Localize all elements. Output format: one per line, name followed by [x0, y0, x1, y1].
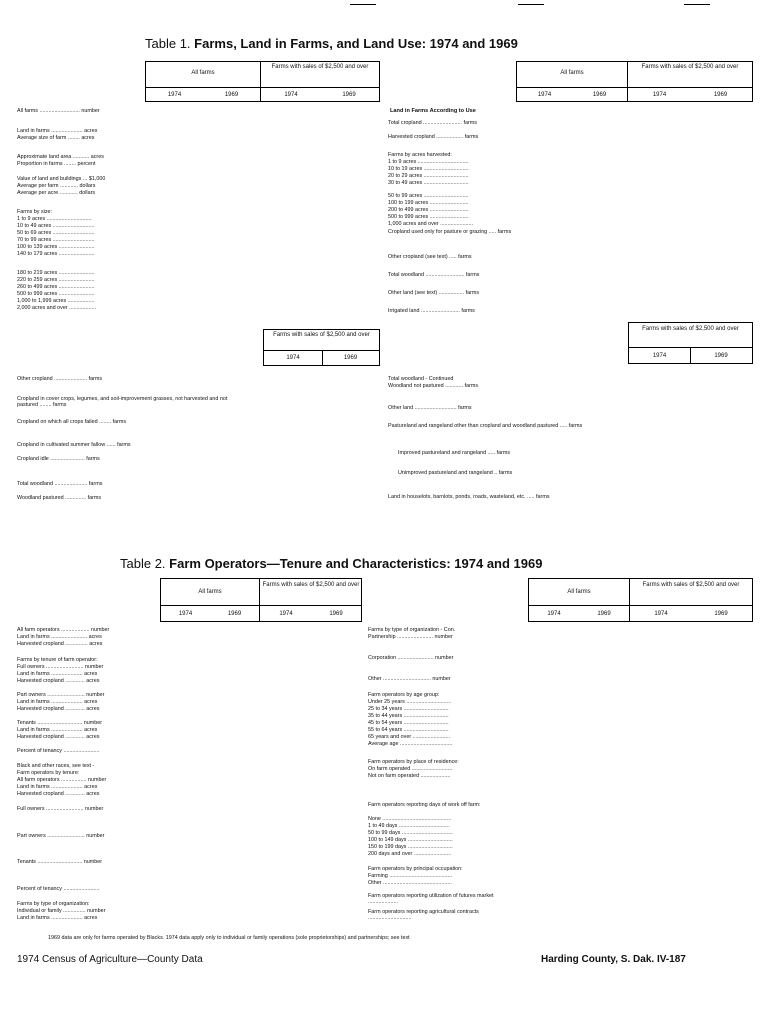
row-label: Harvested cropland ............. acres	[17, 734, 100, 740]
row-label: Cropland in cover crops, legumes, and soil-improvement grasses, not harvested and not pastured ........ farms	[17, 396, 228, 408]
row-label: Total woodland ...................... farms	[17, 481, 103, 487]
row-label: Average size of farm ........ acres	[17, 135, 95, 141]
col-divider	[259, 579, 260, 621]
row-label: Farm operators by age group:	[368, 692, 440, 698]
header-rule	[529, 605, 752, 606]
year-1969: 1969	[714, 611, 728, 617]
row-label: Farm operators by principal occupation:	[368, 866, 463, 872]
row-label: None ..............................................	[368, 816, 452, 822]
year-1969: 1969	[343, 355, 358, 361]
table1-title-text: Farms, Land in Farms, and Land Use: 1974 and 1969	[194, 36, 518, 51]
col-divider	[260, 62, 261, 101]
row-label: Approximate land area ........... acres	[17, 154, 104, 160]
table1-lower-left-header	[263, 329, 380, 366]
row-label: 50 to 69 acres ............................	[17, 230, 95, 236]
row-label: 50 to 99 acres ..............................	[388, 193, 469, 199]
row-label: 100 to 199 acres ..........................	[388, 200, 469, 206]
row-label: Land in farms ..................... acres	[17, 784, 98, 790]
row-label: 260 to 499 acres ........................	[17, 284, 95, 290]
row-label: Cropland in cultivated summer fallow ...... farms	[17, 442, 131, 448]
row-label: Pastureland and rangeland other than cropland and woodland pastured ..... farms	[388, 423, 583, 429]
row-label: Land in farms ..................... acres	[17, 671, 98, 677]
row-label: Total cropland .......................... farms	[388, 120, 477, 126]
table2-title	[120, 556, 542, 571]
row-label: All farms ........................... number	[17, 108, 100, 114]
row-label: Total woodland .......................... farms	[388, 272, 480, 278]
row-label: 100 to 149 days ..............................	[368, 837, 453, 843]
row-label: 500 to 999 acres ........................	[17, 291, 95, 297]
row-label: Land in farms ..................... acres	[17, 699, 98, 705]
row-label: On farm operated ...........................	[368, 766, 453, 772]
row-label: Unimproved pastureland and rangeland .. farms	[398, 470, 513, 476]
col-all-farms: All farms	[567, 589, 591, 595]
table2-right-header	[528, 578, 753, 622]
col-divider	[629, 579, 630, 621]
row-label: 30 to 49 acres ..............................	[388, 180, 469, 186]
row-label: Value of land and buildings ... $1,000	[17, 176, 106, 182]
row-label: Other ..............................................	[368, 880, 452, 886]
year-1974: 1974	[537, 92, 552, 98]
footer-left: 1974 Census of Agriculture—County Data	[17, 954, 203, 965]
year-1974: 1974	[286, 355, 300, 361]
year-1969: 1969	[592, 92, 607, 98]
row-label: Farm operators reporting days of work off farm:	[368, 802, 481, 808]
row-label: Individual or family ............... number	[17, 908, 106, 914]
row-label: 1 to 9 acres ..............................	[17, 216, 92, 222]
row-label: Land in farms ..................... acres	[17, 727, 98, 733]
top-rule	[518, 4, 544, 5]
row-label: Partnership ........................ number	[368, 634, 453, 640]
year-1974: 1974	[279, 611, 293, 617]
row-label: Other cropland ...................... farms	[17, 376, 103, 382]
row-label: 200 to 499 acres ..........................	[388, 207, 469, 213]
row-label: Corporation ........................ number	[368, 655, 454, 661]
row-label: Full owners ......................... number	[17, 806, 104, 812]
row-label: Average per farm ............ dollars	[17, 183, 96, 189]
row-label: Harvested cropland .................. farms	[388, 134, 479, 140]
row-label: Total woodland - Continued	[388, 376, 454, 382]
year-1974: 1974	[167, 92, 182, 98]
col-sales: Farms with sales of $2,500 and over	[271, 64, 369, 70]
row-label: Farm operators reporting agricultural contracts .............................	[368, 909, 479, 921]
row-label: 65 years and over .........................	[368, 734, 451, 740]
row-label: Farms by size:	[17, 209, 53, 215]
col-all-farms: All farms	[198, 589, 222, 595]
year-1974: 1974	[284, 92, 298, 98]
year-1969: 1969	[342, 92, 356, 98]
row-label: 50 to 99 days ..................................	[368, 830, 453, 836]
row-label: Full owners ......................... number	[17, 664, 104, 670]
year-1969: 1969	[714, 353, 728, 359]
row-label: Other cropland (see text) ..... farms	[388, 254, 472, 260]
row-label: 1 to 9 acres ..................................	[388, 159, 469, 165]
row-label: Other ................................ number	[368, 676, 451, 682]
table1-right-header	[516, 61, 753, 102]
row-label: 1,000 to 1,999 acres ..................	[17, 298, 95, 304]
col-sales: Farms with sales of $2,500 and over	[273, 332, 370, 338]
table1-title	[145, 36, 518, 51]
year-1974: 1974	[652, 353, 667, 359]
table2-label: Table 2.	[120, 556, 166, 571]
row-label: Average age ...................................	[368, 741, 453, 747]
row-label: Cropland on which all crops failed ........ farms	[17, 419, 127, 425]
top-rule	[684, 4, 710, 5]
row-label: Percent of tenancy ........................	[17, 886, 100, 892]
row-label: 10 to 49 acres ............................	[17, 223, 95, 229]
footer-right: Harding County, S. Dak. IV-187	[541, 954, 686, 965]
row-label: Improved pastureland and rangeland ..... farms	[398, 450, 511, 456]
header-rule	[146, 87, 379, 88]
row-label: Cropland used only for pasture or grazing ..... farms	[388, 229, 512, 235]
row-label: Land in houselots, barnlots, ponds, roads, wasteland, etc. ..... farms	[388, 494, 550, 500]
row-label: Land in farms ..................... acres	[17, 915, 98, 921]
row-label: 70 to 99 acres ............................	[17, 237, 95, 243]
year-1974: 1974	[547, 611, 561, 617]
row-label: Farming ..........................................	[368, 873, 453, 879]
row-label: Farms by type of organization - Con.	[368, 627, 456, 633]
row-label: 140 to 179 acres ........................	[17, 251, 95, 257]
row-label: Farms by type of organization:	[17, 901, 90, 907]
row-label: 500 to 999 acres ..........................	[388, 214, 469, 220]
year-1969: 1969	[227, 611, 242, 617]
row-label: 220 to 259 acres ........................	[17, 277, 95, 283]
col-sales: Farms with sales of $2,500 and over	[641, 64, 739, 70]
row-label: Proportion in farms ........ percent	[17, 161, 96, 167]
year-1969: 1969	[224, 92, 239, 98]
section-heading: Land in Farms According to Use	[390, 108, 476, 114]
year-1974: 1974	[178, 611, 193, 617]
row-label: 1,000 acres and over ......................	[388, 221, 474, 227]
year-1974: 1974	[654, 611, 668, 617]
row-label: All farm operators ................. number	[17, 777, 107, 783]
row-label: Harvested cropland ............... acres	[17, 641, 103, 647]
table2-left-header	[160, 578, 362, 622]
row-label: Farm operators by tenure:	[17, 770, 80, 776]
row-label: Land in farms ........................ acres	[17, 634, 102, 640]
footnote: 1969 data are only for farms operated by Blacks. 1974 data apply only to individual or family operations (sole proprietorships) and partnerships; see text	[48, 935, 410, 941]
row-label: 20 to 29 acres ..............................	[388, 173, 469, 179]
header-rule	[161, 605, 361, 606]
row-label: 45 to 54 years ..............................	[368, 720, 449, 726]
row-label: Tenants .............................. number	[17, 859, 103, 865]
row-label: 55 to 64 years ..............................	[368, 727, 449, 733]
table2-title-text: Farm Operators—Tenure and Characteristics: 1974 and 1969	[169, 556, 543, 571]
row-label: Harvested cropland ............. acres	[17, 678, 100, 684]
row-label: Irrigated land .......................... farms	[388, 308, 475, 314]
row-label: Woodland pastured .............. farms	[17, 495, 102, 501]
row-label: Farm operators by place of residence:	[368, 759, 459, 765]
table1-lower-right-header	[628, 322, 753, 364]
row-label: Harvested cropland ............. acres	[17, 706, 100, 712]
row-label: Farms by acres harvested:	[388, 152, 452, 158]
col-all-farms: All farms	[560, 70, 584, 76]
row-label: 35 to 44 years ..............................	[368, 713, 449, 719]
row-label: Other land (see text) ................. farms	[388, 290, 480, 296]
header-rule	[517, 87, 752, 88]
row-label: Other land ............................ farms	[388, 405, 472, 411]
col-sales: Farms with sales of $2,500 and over	[642, 326, 739, 332]
year-1969: 1969	[713, 92, 728, 98]
year-1974: 1974	[652, 92, 667, 98]
row-label: Average per acre ............ dollars	[17, 190, 96, 196]
row-label: Land in farms ..................... acres	[17, 128, 98, 134]
year-1969: 1969	[597, 611, 611, 617]
row-label: 150 to 199 days ..............................	[368, 844, 453, 850]
year-1969: 1969	[329, 611, 343, 617]
top-rule	[350, 4, 376, 5]
row-label: Black and other races, see text -	[17, 763, 95, 769]
row-label: Woodland not pastured ............ farms	[388, 383, 479, 389]
row-label: 2,000 acres and over ..................	[17, 305, 97, 311]
row-label: Tenants .............................. number	[17, 720, 103, 726]
row-label: Farms by tenure of farm operator:	[17, 657, 98, 663]
row-label: Farm operators reporting utilization of futures market ....................	[368, 893, 494, 905]
row-label: Part owners ......................... number	[17, 692, 105, 698]
row-label: Harvested cropland ............. acres	[17, 791, 100, 797]
col-divider	[627, 62, 628, 101]
row-label: All farm operators ................... number	[17, 627, 110, 633]
row-label: 200 days and over .........................	[368, 851, 452, 857]
col-all-farms: All farms	[191, 70, 215, 76]
row-label: 10 to 19 acres ..............................	[388, 166, 469, 172]
row-label: 1 to 49 days ..................................	[368, 823, 450, 829]
table1-label: Table 1.	[145, 36, 191, 51]
row-label: 25 to 34 years ..............................	[368, 706, 449, 712]
row-label: Cropland idle ....................... farms	[17, 456, 100, 462]
row-label: Under 25 years ..............................	[368, 699, 452, 705]
col-sales: Farms with sales of $2,500 and over	[262, 582, 360, 588]
row-label: 180 to 219 acres ........................	[17, 270, 95, 276]
row-label: Not on farm operated ....................	[368, 773, 451, 779]
col-sales: Farms with sales of $2,500 and over	[642, 582, 740, 588]
row-label: Part owners ......................... number	[17, 833, 105, 839]
row-label: Percent of tenancy ........................	[17, 748, 100, 754]
table1-left-header	[145, 61, 380, 102]
row-label: 100 to 139 acres ........................	[17, 244, 95, 250]
